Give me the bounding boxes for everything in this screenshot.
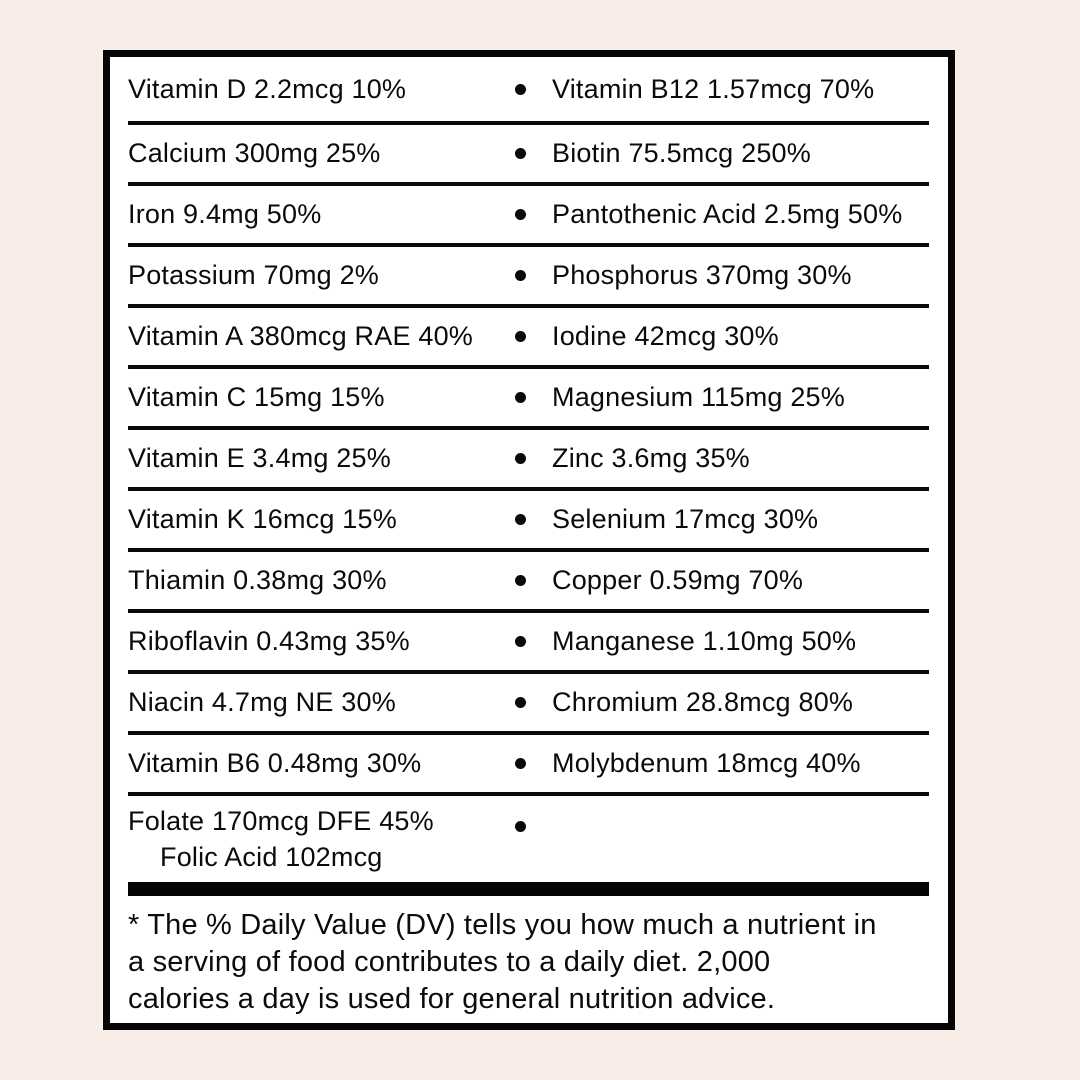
nutrient-row	[128, 247, 929, 308]
bullet-separator-icon	[515, 453, 526, 464]
nutrient-right: Pantothenic Acid 2.5mg 50%	[552, 199, 903, 229]
nutrient-right: Iodine 42mcg 30%	[552, 321, 779, 351]
nutrient-left: Vitamin C 15mg 15%	[128, 382, 385, 412]
nutrient-row	[128, 491, 929, 552]
bullet-box	[500, 552, 540, 609]
footnote-line: * The % Daily Value (DV) tells you how much a nutrient in	[128, 909, 877, 941]
bullet-box	[500, 247, 540, 304]
nutrient-right: Phosphorus 370mg 30%	[552, 260, 852, 290]
nutrient-right: Biotin 75.5mcg 250%	[552, 138, 811, 168]
bullet-separator-icon	[515, 270, 526, 281]
bullet-separator-icon	[515, 821, 526, 832]
folate-line1: Folate 170mcg DFE 45%	[128, 806, 434, 836]
nutrient-row	[128, 735, 929, 796]
nutrient-row	[128, 125, 929, 186]
bullet-separator-icon	[515, 758, 526, 769]
nutrient-row-folate	[128, 796, 929, 882]
nutrient-left: Niacin 4.7mg NE 30%	[128, 687, 396, 717]
nutrient-right: Chromium 28.8mcg 80%	[552, 687, 854, 717]
bullet-separator-icon	[515, 84, 526, 95]
nutrient-row	[128, 308, 929, 369]
nutrient-row	[128, 552, 929, 613]
nutrient-left: Calcium 300mg 25%	[128, 138, 381, 168]
bullet-box	[500, 806, 540, 846]
nutrient-row	[128, 674, 929, 735]
nutrient-right: Manganese 1.10mg 50%	[552, 626, 857, 656]
nutrient-right: Vitamin B12 1.57mcg 70%	[552, 73, 875, 104]
nutrient-left: Vitamin E 3.4mg 25%	[128, 443, 391, 473]
nutrient-right: Magnesium 115mg 25%	[552, 382, 845, 412]
nutrient-right: Zinc 3.6mg 35%	[552, 443, 750, 473]
folate-line2: Folic Acid 102mcg	[160, 842, 383, 872]
nutrient-left: Riboflavin 0.43mg 35%	[128, 626, 410, 656]
bullet-separator-icon	[515, 148, 526, 159]
nutrient-right: Molybdenum 18mcg 40%	[552, 748, 861, 778]
nutrient-left: Vitamin B6 0.48mg 30%	[128, 748, 422, 778]
bullet-separator-icon	[515, 636, 526, 647]
bullet-separator-icon	[515, 575, 526, 586]
nutrient-row	[128, 369, 929, 430]
bullet-box	[500, 308, 540, 365]
daily-value-footnote	[128, 905, 929, 1018]
bullet-box	[500, 186, 540, 243]
nutrient-left: Potassium 70mg 2%	[128, 260, 380, 290]
bullet-separator-icon	[515, 209, 526, 220]
nutrient-left: Vitamin K 16mcg 15%	[128, 504, 397, 534]
bullet-separator-icon	[515, 331, 526, 342]
nutrient-right: Copper 0.59mg 70%	[552, 565, 804, 595]
nutrient-left: Thiamin 0.38mg 30%	[128, 565, 387, 595]
nutrient-row	[128, 430, 929, 491]
label-content	[110, 57, 948, 1023]
bullet-separator-icon	[515, 697, 526, 708]
nutrient-row	[128, 186, 929, 247]
nutrient-left: Iron 9.4mg 50%	[128, 199, 322, 229]
bullet-box	[500, 735, 540, 792]
bullet-box	[500, 369, 540, 426]
nutrient-right: Selenium 17mcg 30%	[552, 504, 819, 534]
bullet-box	[500, 674, 540, 731]
bullet-box	[500, 125, 540, 182]
nutrient-left: Vitamin D 2.2mcg 10%	[128, 73, 407, 104]
nutrient-left	[128, 806, 500, 873]
section-divider-bar	[128, 882, 929, 896]
bullet-separator-icon	[515, 392, 526, 403]
footnote-line: a serving of food contributes to a daily diet. 2,000	[128, 946, 771, 978]
bullet-box	[500, 57, 540, 121]
bullet-box	[500, 491, 540, 548]
bullet-separator-icon	[515, 514, 526, 525]
bullet-box	[500, 613, 540, 670]
footnote-line: calories a day is used for general nutrition advice.	[128, 983, 776, 1015]
bullet-box	[500, 430, 540, 487]
nutrition-facts-label	[103, 50, 955, 1030]
nutrient-left: Vitamin A 380mcg RAE 40%	[128, 321, 473, 351]
nutrient-row	[128, 57, 929, 125]
nutrient-row	[128, 613, 929, 674]
